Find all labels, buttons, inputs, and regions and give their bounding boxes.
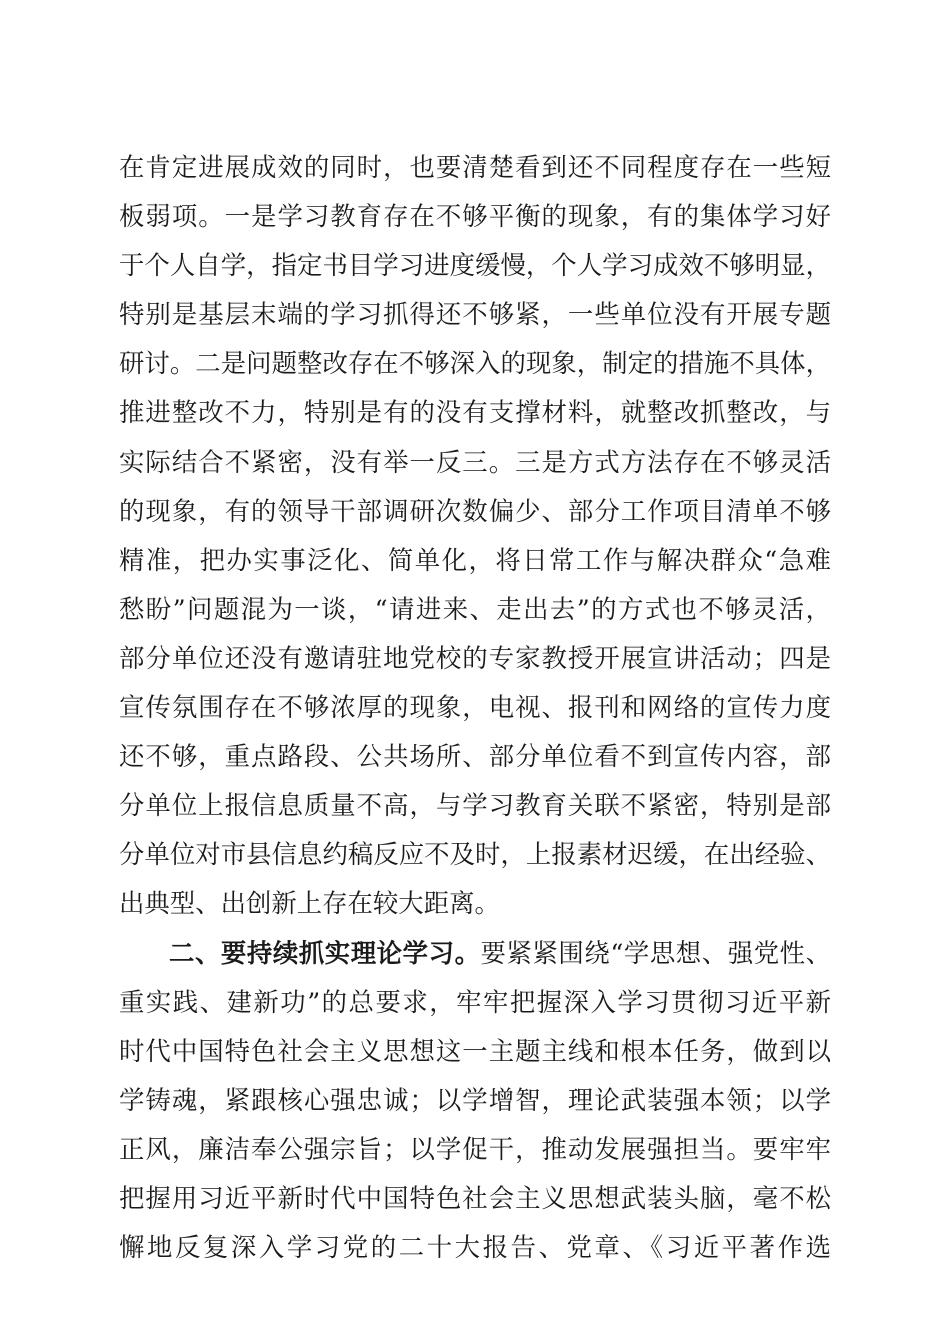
text-line: 宣传氛围存在不够浓厚的现象，电视、报刊和网络的宣传力度	[119, 692, 831, 723]
text-line	[119, 929, 831, 978]
text-line: 出典型、出创新上存在较大距离。	[119, 888, 500, 919]
paragraph-theory-study	[119, 929, 831, 1273]
text-line: 实际结合不紧密，没有举一反三。三是方式方法存在不够灵活	[119, 446, 831, 477]
text-line: 分单位上报信息质量不高，与学习教育关联不紧密，特别是部	[119, 790, 831, 821]
text-line: 学铸魂，紧跟核心强忠诚；以学增智，理论武装强本领；以学	[119, 1084, 831, 1115]
text-line: 把握用习近平新时代中国特色社会主义思想武装头脑，毫不松	[119, 1182, 831, 1213]
text-line: 于个人自学，指定书目学习进度缓慢，个人学习成效不够明显，	[119, 250, 831, 281]
text-line: 推进整改不力，特别是有的没有支撑材料，就整改抓整改，与	[119, 397, 831, 428]
text-line: 愁盼”问题混为一谈，“请进来、走出去”的方式也不够灵活，	[119, 593, 831, 624]
section-heading: 二、要持续抓实理论学习。	[169, 937, 481, 968]
text-line: 特别是基层末端的学习抓得还不够紧，一些单位没有开展专题	[119, 299, 831, 330]
text-line: 在肯定进展成效的同时，也要清楚看到还不同程度存在一些短	[119, 152, 831, 182]
document-body	[119, 143, 831, 1272]
text-line: 的现象，有的领导干部调研次数偏少、部分工作项目清单不够	[119, 495, 831, 526]
paragraph-shortcomings	[119, 143, 831, 929]
text-line: 正风，廉洁奉公强宗旨；以学促干，推动发展强担当。要牢牢	[119, 1133, 831, 1164]
text-line: 重实践、建新功”的总要求，牢牢把握深入学习贯彻习近平新	[119, 986, 831, 1017]
text-line: 研讨。二是问题整改存在不够深入的现象，制定的措施不具体，	[119, 348, 831, 379]
text-line: 懈地反复深入学习党的二十大报告、党章、《习近平著作选	[119, 1232, 831, 1263]
text-line: 还不够，重点路段、公共场所、部分单位看不到宣传内容，部	[119, 741, 831, 772]
text-line: 精准，把办实事泛化、简单化，将日常工作与解决群众“急难	[119, 544, 831, 575]
heading-line-rest: 要紧紧围绕“学思想、强党性、	[480, 937, 831, 968]
text-line: 部分单位还没有邀请驻地党校的专家教授开展宣讲活动；四是	[119, 642, 831, 673]
text-line: 时代中国特色社会主义思想这一主题主线和根本任务，做到以	[119, 1035, 831, 1066]
text-line: 分单位对市县信息约稿反应不及时，上报素材迟缓，在出经验、	[119, 839, 831, 870]
text-line: 板弱项。一是学习教育存在不够平衡的现象，有的集体学习好	[119, 201, 831, 232]
